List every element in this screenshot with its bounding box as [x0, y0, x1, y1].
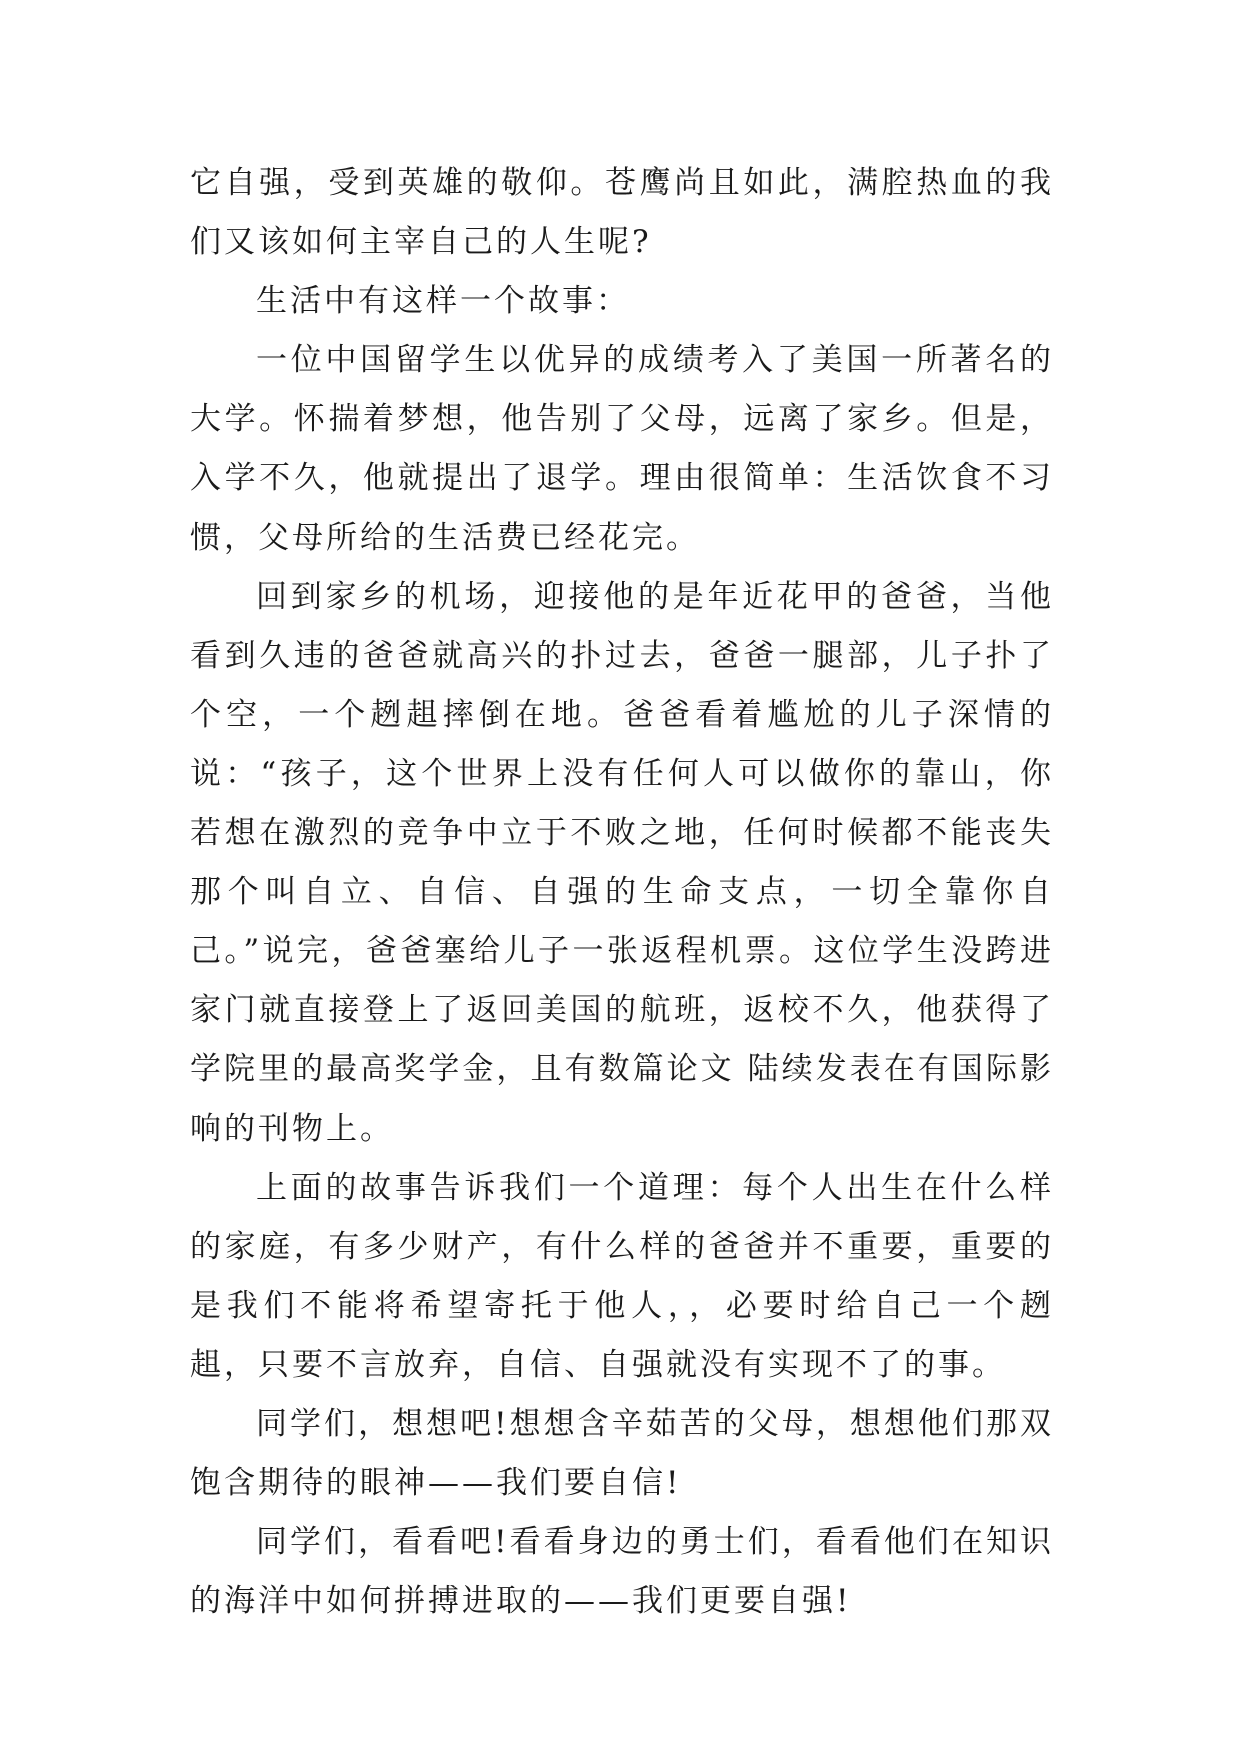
paragraph-story-intro: 生活中有这样一个故事：	[256, 283, 630, 320]
paragraph-lesson: 上面的故事告诉我们一个道理：每个人出生在什么样的家庭，有多少财产，有什么样的爸爸并不重要，重要的是我们不能将希望寄托于他人，，必要时给自己一个趔趄，只要不言放弃，自信、自强就没有实现不了的事。	[190, 1169, 1054, 1383]
paragraph-student-story: 一位中国留学生以优异的成绩考入了美国一所著名的大学。怀揣着梦想，他告别了父母，远离了家乡。但是，入学不久，他就提出了退学。理由很简单：生活饮食不习惯，父母所给的生活费已经花完。	[190, 342, 1054, 556]
body-text	[190, 154, 1054, 1631]
paragraph-call-confidence: 同学们，想想吧!想想含辛茹苦的父母，想想他们那双饱含期待的眼神——我们要自信!	[190, 1405, 1054, 1502]
paragraph-continuation: 它自强，受到英雄的敬仰。苍鹰尚且如此，满腔热血的我们又该如何主宰自己的人生呢?	[190, 165, 1054, 261]
paragraph-airport-scene: 回到家乡的机场，迎接他的是年近花甲的爸爸，当他看到久违的爸爸就高兴的扑过去，爸爸一腿部，儿子扑了个空，一个趔趄摔倒在地。爸爸看着尴尬的儿子深情的说：“孩子，这个世界上没有任何人可以做你的靠山，你若想在激烈的竞争中立于不败之地，任何时候都不能丧失那个叫自立、自信、自强的生命支点，一切全靠你自己。”说完，爸爸塞给儿子一张返程机票。这位学生没跨进家门就直接登上了返回美国的航班，返校不久，他获得了学院里的最高奖学金，且有数篇论文 陆续发表在有国际影响的刊物上。	[190, 578, 1054, 1147]
paragraph-call-strength: 同学们，看看吧!看看身边的勇士们，看看他们在知识的海洋中如何拼搏进取的——我们更要自强!	[190, 1524, 1054, 1620]
